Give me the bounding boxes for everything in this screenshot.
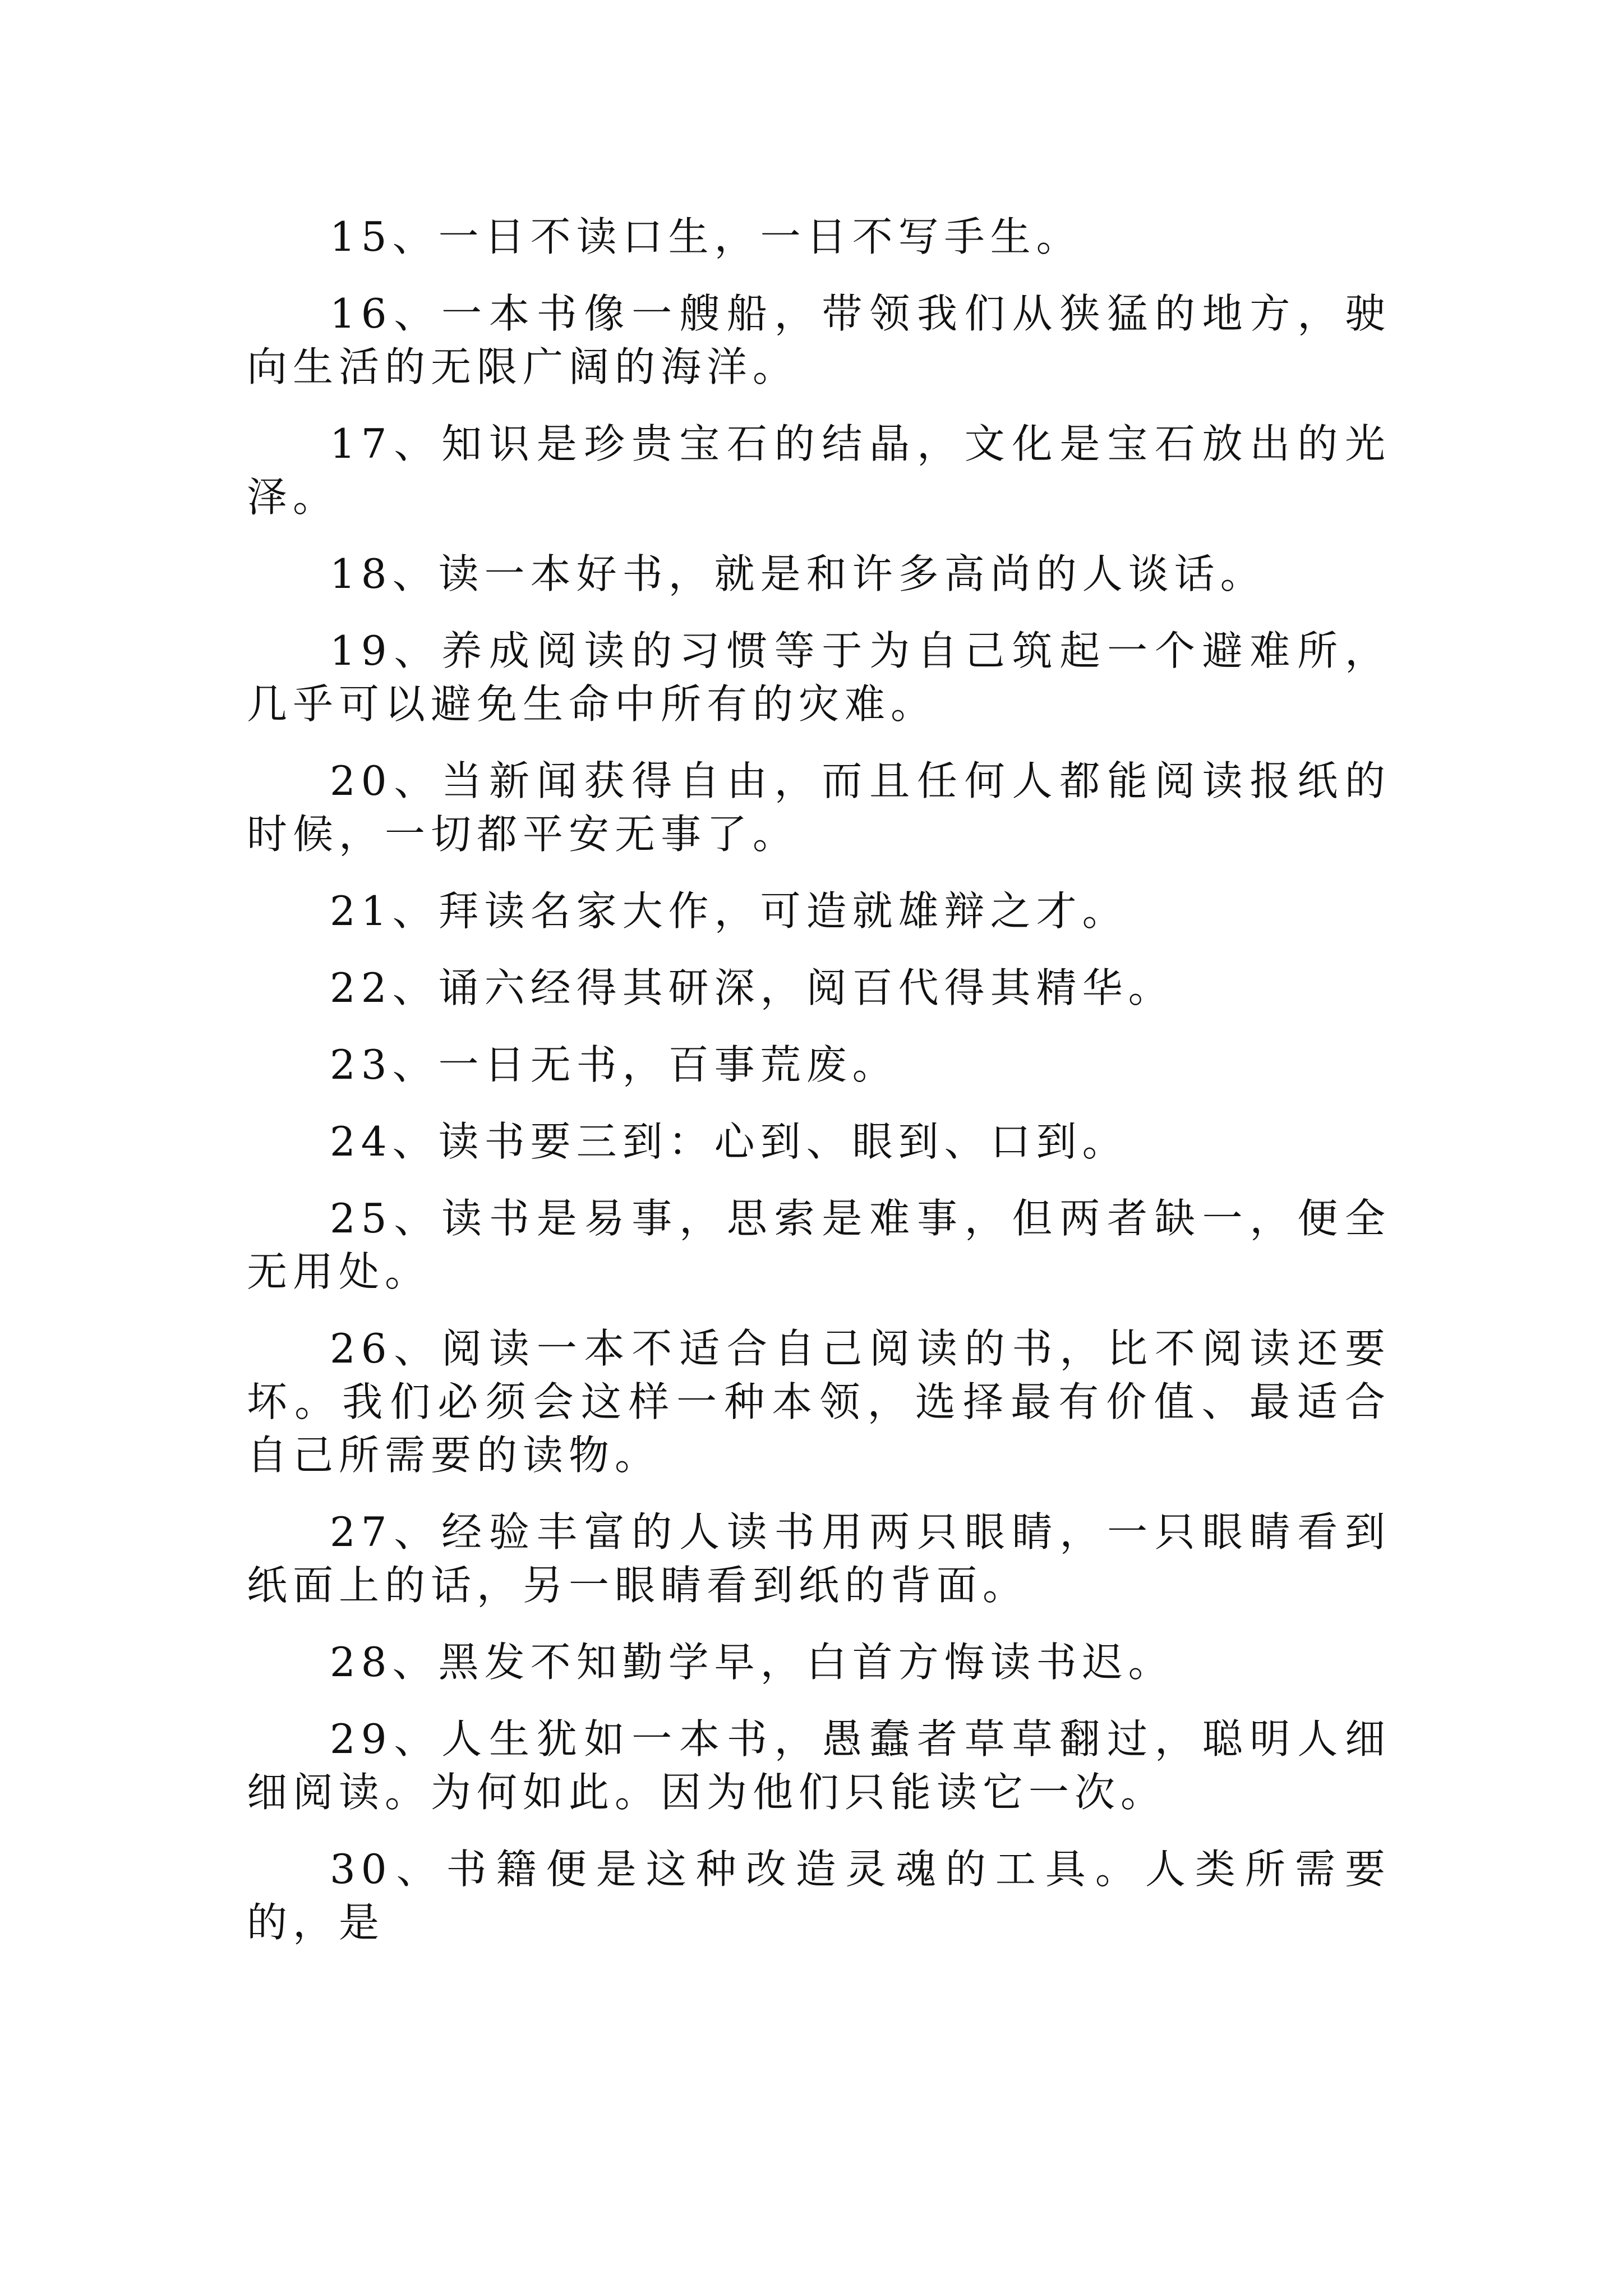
- quote-paragraph-25: 25、读书是易事，思索是难事，但两者缺一，便全无用处。: [247, 1195, 1391, 1295]
- quote-paragraph-27: 27、经验丰富的人读书用两只眼睛，一只眼睛看到纸面上的话，另一眼睛看到纸的背面。: [247, 1508, 1391, 1609]
- quote-paragraph-15: 15、一日不读口生，一日不写手生。: [330, 213, 1082, 260]
- quote-paragraph-23: 23、一日无书，百事荒废。: [330, 1041, 898, 1088]
- quote-paragraph-22: 22、诵六经得其研深，阅百代得其精华。: [330, 964, 1174, 1011]
- quote-paragraph-29: 29、人生犹如一本书，愚蠢者草草翻过，聪明人细细阅读。为何如此。因为他们只能读它一次。: [247, 1715, 1391, 1816]
- quote-paragraph-26: 26、阅读一本不适合自己阅读的书，比不阅读还要坏。我们必须会这样一种本领，选择最有价值、最适合自己所需要的读物。: [247, 1325, 1391, 1479]
- quote-paragraph-24: 24、读书要三到：心到、眼到、口到。: [330, 1118, 1128, 1165]
- quote-paragraph-28: 28、黑发不知勤学早，白首方悔读书迟。: [330, 1639, 1174, 1686]
- quote-paragraph-21: 21、拜读名家大作，可造就雄辩之才。: [330, 887, 1128, 935]
- quote-paragraph-16: 16、一本书像一艘船，带领我们从狭猛的地方，驶向生活的无限广阔的海洋。: [247, 290, 1391, 390]
- quote-paragraph-18: 18、读一本好书，就是和许多高尚的人谈话。: [330, 550, 1266, 597]
- quote-paragraph-20: 20、当新闻获得自由，而且任何人都能阅读报纸的时候，一切都平安无事了。: [247, 757, 1391, 858]
- quote-paragraph-17: 17、知识是珍贵宝石的结晶，文化是宝石放出的光泽。: [247, 420, 1391, 521]
- quote-paragraph-30: 30、书籍便是这种改造灵魂的工具。人类所需要的，是: [247, 1846, 1391, 1946]
- quote-paragraph-19: 19、养成阅读的习惯等于为自己筑起一个避难所，几乎可以避免生命中所有的灾难。: [247, 627, 1391, 728]
- document-body: [247, 210, 1391, 1949]
